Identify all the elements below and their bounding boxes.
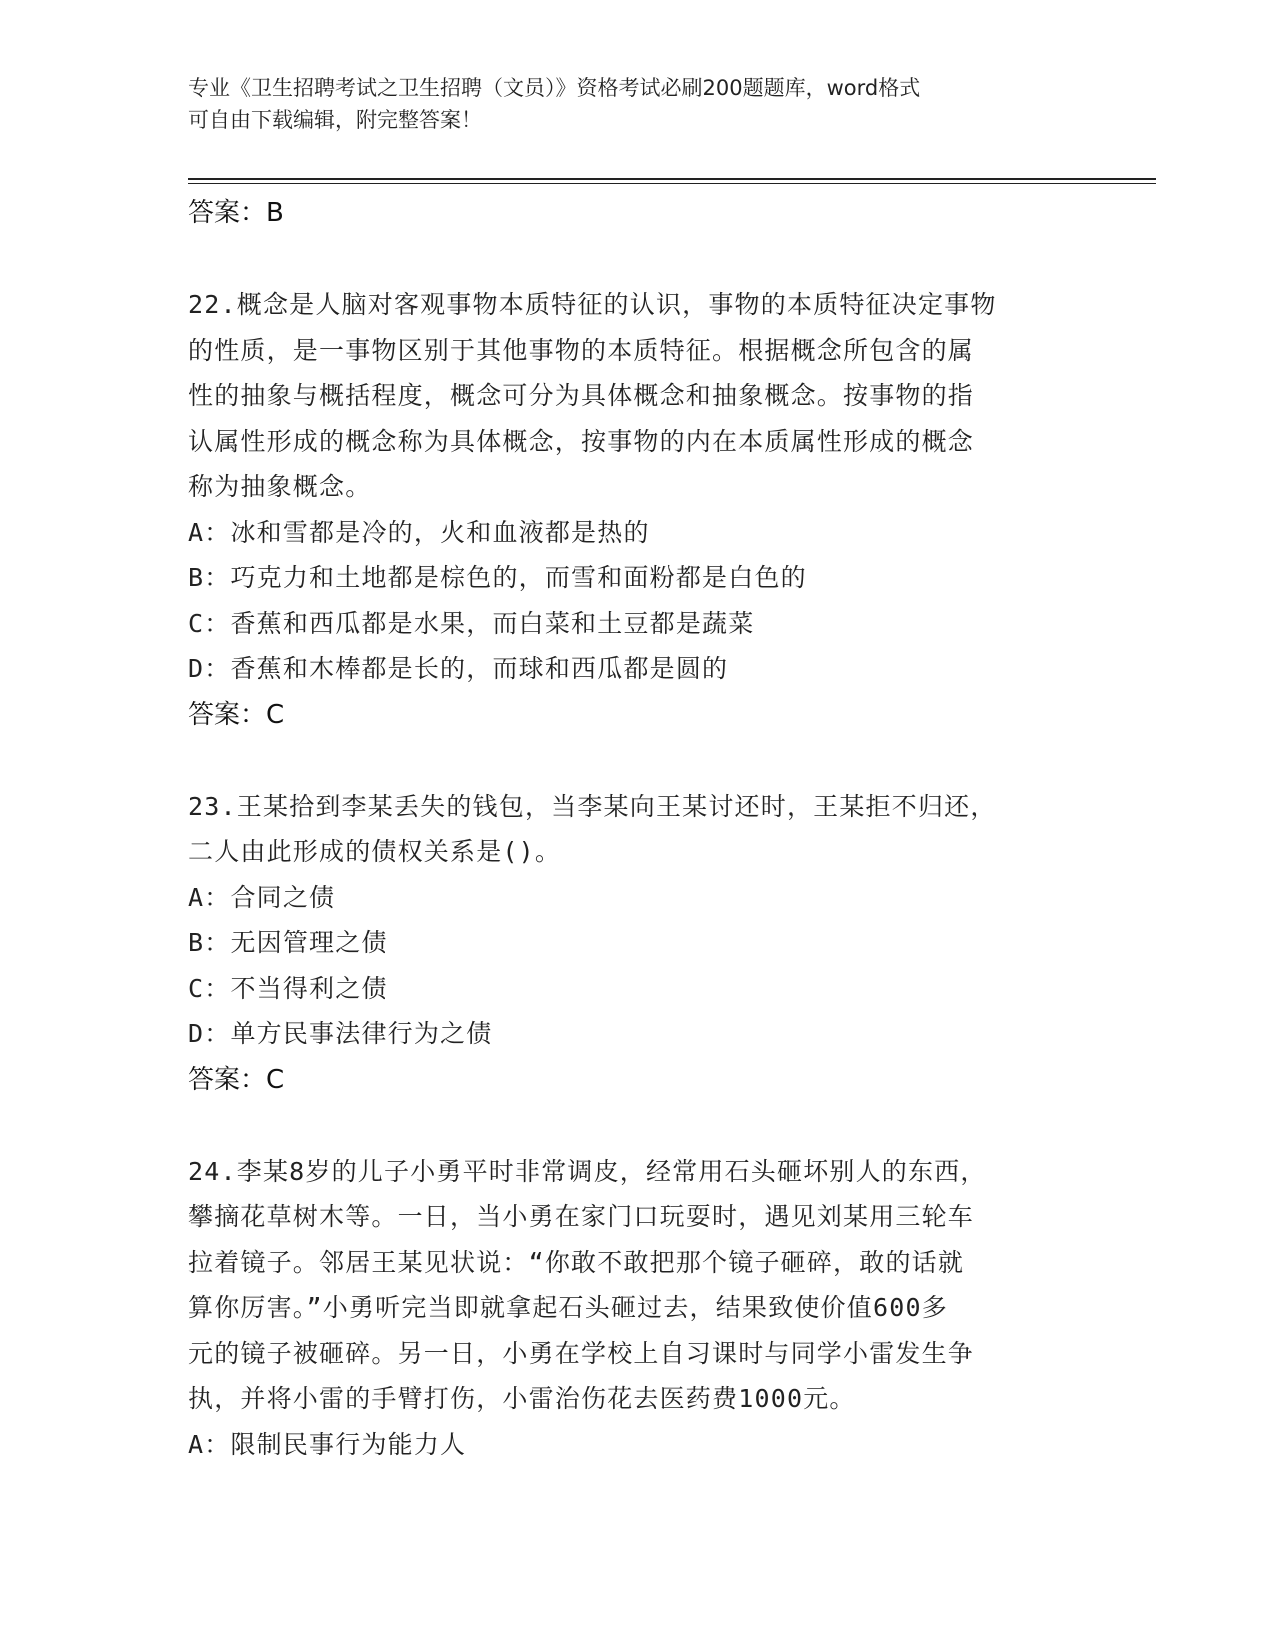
question-stem-line: 拉着镜子。邻居王某见状说：“你敢不敢把那个镜子砸碎，敢的话就 [188, 1247, 965, 1277]
header-line-1: 专业《卫生招聘考试之卫生招聘（文员）》资格考试必刷200题题库，word格式 [188, 76, 921, 100]
question-stem-line: 二人由此形成的债权关系是()。 [188, 837, 562, 866]
question-stem-line: 称为抽象概念。 [188, 472, 372, 501]
option-b: B：无因管理之债 [188, 928, 388, 957]
option-a: A：合同之债 [188, 882, 336, 912]
spacer [188, 1103, 1088, 1149]
header-line-2: 可自由下载编辑，附完整答案！ [188, 108, 482, 132]
question-stem-line: 的性质，是一事物区别于其他事物的本质特征。根据概念所包含的属 [188, 335, 975, 365]
question-stem-line: 攀摘花草树木等。一日，当小勇在家门口玩耍时，遇见刘某用三轮车 [188, 1202, 975, 1231]
option-a: A：冰和雪都是冷的，火和血液都是热的 [188, 517, 650, 547]
answer-q22: 答案：C [188, 699, 285, 730]
option-c: C：不当得利之债 [188, 973, 388, 1003]
question-24 [188, 1149, 1088, 1468]
question-stem-line: 算你厉害。”小勇听完当即就拿起石头砸过去，结果致使价值600多 [188, 1293, 948, 1322]
answer-q23: 答案：C [188, 1064, 285, 1095]
question-stem-line: 元的镜子被砸碎。另一日，小勇在学校上自习课时与同学小雷发生争 [188, 1338, 975, 1368]
document-header [188, 72, 1068, 136]
spacer [188, 738, 1088, 784]
question-23 [188, 784, 1088, 1103]
question-stem-line: 23.王某拾到李某丢失的钱包，当李某向王某讨还时，王某拒不归还， [188, 791, 997, 821]
question-stem-line: 执，并将小雷的手臂打伤，小雷治伤花去医药费1000元。 [188, 1384, 856, 1413]
option-a: A：限制民事行为能力人 [188, 1429, 467, 1459]
question-22 [188, 282, 1088, 738]
header-rule-thick [188, 178, 1156, 180]
question-stem-line: 24.李某8岁的儿子小勇平时非常调皮，经常用石头砸坏别人的东西， [188, 1156, 987, 1186]
option-d: D：香蕉和木棒都是长的，而球和西瓜都是圆的 [188, 654, 729, 683]
option-d: D：单方民事法律行为之债 [188, 1019, 493, 1048]
option-c: C：香蕉和西瓜都是水果，而白菜和土豆都是蔬菜 [188, 608, 755, 638]
question-stem-line: 认属性形成的概念称为具体概念，按事物的内在本质属性形成的概念 [188, 426, 975, 456]
question-stem-line: 22.概念是人脑对客观事物本质特征的认识，事物的本质特征决定事物 [188, 290, 997, 319]
option-b: B：巧克力和土地都是棕色的，而雪和面粉都是白色的 [188, 563, 807, 592]
answer-q21: 答案：B [188, 198, 284, 228]
header-rule-thin [188, 183, 1156, 184]
spacer [188, 236, 1088, 282]
question-stem-line: 性的抽象与概括程度，概念可分为具体概念和抽象概念。按事物的指 [188, 381, 975, 410]
document-body [188, 190, 1088, 1467]
